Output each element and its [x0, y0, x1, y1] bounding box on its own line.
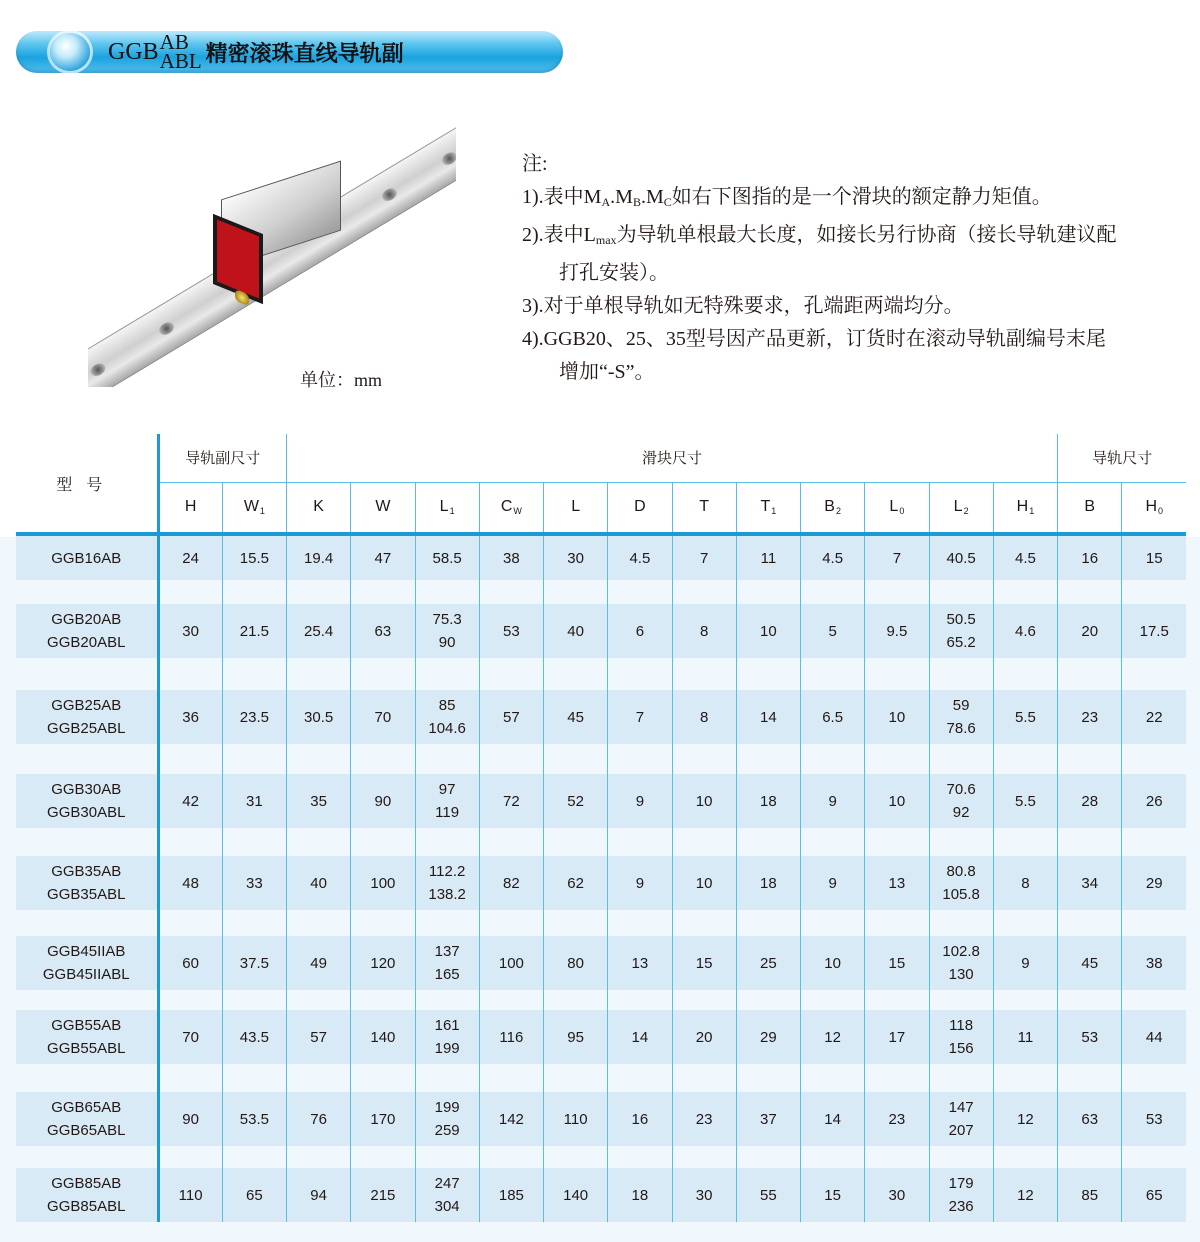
group-header-rail: 导轨尺寸 — [1058, 434, 1187, 482]
row-spacer — [16, 580, 1186, 604]
notes-heading: 注: — [522, 153, 548, 175]
model-cell: GGB20AB GGB20ABL — [16, 604, 158, 658]
title-banner — [16, 31, 563, 73]
value-cell-l: 140 — [544, 1168, 608, 1222]
value-cell-h0: 29 — [1122, 856, 1186, 910]
column-header: T — [672, 482, 736, 534]
value-cell-d: 18 — [608, 1168, 672, 1222]
value-cell-l0: 30 — [865, 1168, 929, 1222]
value-cell-d: 4.5 — [608, 534, 672, 580]
value-cell-l0: 15 — [865, 936, 929, 990]
value-cell-w1: 65 — [222, 1168, 286, 1222]
value-cell-t1: 25 — [736, 936, 800, 990]
value-cell-l2: 80.8 105.8 — [929, 856, 993, 910]
value-cell-l1: 137 165 — [415, 936, 479, 990]
value-cell-h1: 4.6 — [993, 604, 1057, 658]
title-variant-abl: ABL — [159, 49, 202, 73]
value-cell-k: 35 — [287, 774, 351, 828]
value-cell-t1: 18 — [736, 856, 800, 910]
value-cell-cw: 185 — [479, 1168, 543, 1222]
value-cell-w: 90 — [351, 774, 415, 828]
value-cell-b2: 6.5 — [801, 690, 865, 744]
value-cell-w1: 31 — [222, 774, 286, 828]
row-spacer — [16, 828, 1186, 856]
note-1-text: 表中$M_A.M_B.M_C$如右下图指的是一个滑块的额定静力矩值。 — [543, 186, 1052, 209]
value-cell-w1: 33 — [222, 856, 286, 910]
group-header-block: 滑块尺寸 — [287, 434, 1058, 482]
value-cell-b: 28 — [1058, 774, 1122, 828]
value-cell-k: 94 — [287, 1168, 351, 1222]
value-cell-b: 16 — [1058, 534, 1122, 580]
value-cell-cw: 116 — [479, 1010, 543, 1064]
value-cell-l2: 40.5 — [929, 534, 993, 580]
value-cell-b: 20 — [1058, 604, 1122, 658]
note-2-text: 表中$L_{max}$为导轨单根最大长度，如接长另行协商（接长导轨建议配 — [543, 224, 1117, 247]
value-cell-l1: 161 199 — [415, 1010, 479, 1064]
value-cell-b: 23 — [1058, 690, 1122, 744]
value-cell-t: 15 — [672, 936, 736, 990]
value-cell-h: 90 — [158, 1092, 222, 1146]
value-cell-b2: 9 — [801, 856, 865, 910]
rail-hole-icon — [157, 320, 176, 338]
header-group-row — [16, 434, 1186, 482]
value-cell-w1: 37.5 — [222, 936, 286, 990]
value-cell-l0: 10 — [865, 690, 929, 744]
table-row — [16, 856, 1186, 910]
row-spacer — [16, 744, 1186, 774]
value-cell-t1: 29 — [736, 1010, 800, 1064]
value-cell-w1: 23.5 — [222, 690, 286, 744]
value-cell-t: 7 — [672, 534, 736, 580]
model-cell: GGB45IIAB GGB45IIABL — [16, 936, 158, 990]
value-cell-l0: 9.5 — [865, 604, 929, 658]
value-cell-h: 36 — [158, 690, 222, 744]
value-cell-b: 53 — [1058, 1010, 1122, 1064]
column-header: D — [608, 482, 672, 534]
value-cell-k: 49 — [287, 936, 351, 990]
column-header: CW — [479, 482, 543, 534]
value-cell-h1: 12 — [993, 1092, 1057, 1146]
column-header: L0 — [865, 482, 929, 534]
note-1: 1). 表中$M_A.M_B.M_C$如右下图指的是一个滑块的额定静力矩值。 — [522, 181, 1182, 219]
column-header: L — [544, 482, 608, 534]
value-cell-h: 30 — [158, 604, 222, 658]
value-cell-l2: 102.8 130 — [929, 936, 993, 990]
value-cell-h1: 5.5 — [993, 774, 1057, 828]
table-row — [16, 690, 1186, 744]
value-cell-l1: 75.3 90 — [415, 604, 479, 658]
value-cell-d: 6 — [608, 604, 672, 658]
rail-hole-icon — [88, 361, 107, 379]
column-header: H0 — [1122, 482, 1186, 534]
value-cell-k: 25.4 — [287, 604, 351, 658]
title-prefix: GGB — [108, 38, 159, 65]
value-cell-t: 23 — [672, 1092, 736, 1146]
value-cell-w1: 43.5 — [222, 1010, 286, 1064]
model-cell: GGB65AB GGB65ABL — [16, 1092, 158, 1146]
value-cell-h1: 5.5 — [993, 690, 1057, 744]
value-cell-t1: 11 — [736, 534, 800, 580]
value-cell-t1: 18 — [736, 774, 800, 828]
table-row — [16, 534, 1186, 580]
value-cell-b2: 9 — [801, 774, 865, 828]
note-2: 2). 表中$L_{max}$为导轨单根最大长度，如接长另行协商（接长导轨建议配 — [522, 219, 1182, 257]
value-cell-w: 70 — [351, 690, 415, 744]
value-cell-h0: 22 — [1122, 690, 1186, 744]
value-cell-b: 63 — [1058, 1092, 1122, 1146]
value-cell-k: 76 — [287, 1092, 351, 1146]
value-cell-b2: 5 — [801, 604, 865, 658]
value-cell-w: 170 — [351, 1092, 415, 1146]
value-cell-t: 8 — [672, 690, 736, 744]
value-cell-cw: 38 — [479, 534, 543, 580]
value-cell-b2: 14 — [801, 1092, 865, 1146]
value-cell-cw: 100 — [479, 936, 543, 990]
value-cell-l: 30 — [544, 534, 608, 580]
value-cell-b: 34 — [1058, 856, 1122, 910]
product-image — [88, 112, 456, 387]
spec-table-body — [16, 534, 1186, 1222]
value-cell-d: 14 — [608, 1010, 672, 1064]
value-cell-l2: 50.5 65.2 — [929, 604, 993, 658]
value-cell-t1: 37 — [736, 1092, 800, 1146]
value-cell-l0: 13 — [865, 856, 929, 910]
column-header: W — [351, 482, 415, 534]
row-spacer — [16, 1064, 1186, 1092]
value-cell-l: 95 — [544, 1010, 608, 1064]
value-cell-t: 8 — [672, 604, 736, 658]
column-header: L2 — [929, 482, 993, 534]
value-cell-l0: 23 — [865, 1092, 929, 1146]
value-cell-l0: 10 — [865, 774, 929, 828]
column-header: B — [1058, 482, 1122, 534]
value-cell-k: 30.5 — [287, 690, 351, 744]
value-cell-t: 10 — [672, 856, 736, 910]
unit-label: 单位：mm — [300, 370, 383, 390]
value-cell-l1: 112.2 138.2 — [415, 856, 479, 910]
rail-hole-icon — [440, 150, 456, 168]
note-4-text: GGB20、25、35型号因产品更新，订货时在滚动导轨副编号末尾 — [543, 328, 1106, 350]
value-cell-b: 45 — [1058, 936, 1122, 990]
value-cell-d: 9 — [608, 774, 672, 828]
value-cell-b2: 15 — [801, 1168, 865, 1222]
row-spacer — [16, 990, 1186, 1010]
value-cell-l1: 58.5 — [415, 534, 479, 580]
value-cell-l: 52 — [544, 774, 608, 828]
value-cell-t: 10 — [672, 774, 736, 828]
model-cell: GGB85AB GGB85ABL — [16, 1168, 158, 1222]
value-cell-w1: 53.5 — [222, 1092, 286, 1146]
value-cell-l2: 118 156 — [929, 1010, 993, 1064]
value-cell-l1: 85 104.6 — [415, 690, 479, 744]
table-row — [16, 604, 1186, 658]
value-cell-l: 80 — [544, 936, 608, 990]
model-cell: GGB55AB GGB55ABL — [16, 1010, 158, 1064]
value-cell-t1: 14 — [736, 690, 800, 744]
value-cell-h0: 15 — [1122, 534, 1186, 580]
table-row — [16, 1010, 1186, 1064]
note-4-continued: 增加“-S”。 — [559, 361, 655, 383]
page-title — [108, 31, 404, 73]
value-cell-h0: 65 — [1122, 1168, 1186, 1222]
title-variant-stack — [159, 30, 202, 73]
value-cell-l0: 7 — [865, 534, 929, 580]
value-cell-d: 7 — [608, 690, 672, 744]
value-cell-cw: 57 — [479, 690, 543, 744]
column-header: W1 — [222, 482, 286, 534]
value-cell-l: 110 — [544, 1092, 608, 1146]
value-cell-h: 60 — [158, 936, 222, 990]
column-header: H1 — [993, 482, 1057, 534]
value-cell-h1: 12 — [993, 1168, 1057, 1222]
table-row — [16, 774, 1186, 828]
value-cell-l0: 17 — [865, 1010, 929, 1064]
value-cell-b2: 12 — [801, 1010, 865, 1064]
value-cell-h0: 26 — [1122, 774, 1186, 828]
value-cell-h0: 44 — [1122, 1010, 1186, 1064]
value-cell-h: 70 — [158, 1010, 222, 1064]
model-cell: GGB35AB GGB35ABL — [16, 856, 158, 910]
column-header-row — [16, 482, 1186, 534]
row-spacer — [16, 1146, 1186, 1168]
value-cell-h1: 8 — [993, 856, 1057, 910]
spec-table — [16, 434, 1186, 1222]
value-cell-w: 140 — [351, 1010, 415, 1064]
value-cell-h: 24 — [158, 534, 222, 580]
column-header: K — [287, 482, 351, 534]
column-header: H — [158, 482, 222, 534]
note-2-continued: 打孔安装）。 — [559, 262, 669, 284]
table-row — [16, 1092, 1186, 1146]
title-chinese: 精密滚珠直线导轨副 — [205, 41, 404, 67]
value-cell-h0: 53 — [1122, 1092, 1186, 1146]
value-cell-h0: 17.5 — [1122, 604, 1186, 658]
model-header: 型号 — [16, 434, 158, 534]
value-cell-l2: 70.6 92 — [929, 774, 993, 828]
model-cell: GGB25AB GGB25ABL — [16, 690, 158, 744]
table-row — [16, 1168, 1186, 1222]
value-cell-h: 42 — [158, 774, 222, 828]
value-cell-t1: 55 — [736, 1168, 800, 1222]
value-cell-h: 48 — [158, 856, 222, 910]
value-cell-l2: 147 207 — [929, 1092, 993, 1146]
value-cell-b: 85 — [1058, 1168, 1122, 1222]
value-cell-l2: 59 78.6 — [929, 690, 993, 744]
value-cell-h: 110 — [158, 1168, 222, 1222]
value-cell-b2: 4.5 — [801, 534, 865, 580]
note-4: 4). GGB20、25、35型号因产品更新，订货时在滚动导轨副编号末尾 — [522, 323, 1182, 356]
value-cell-w: 215 — [351, 1168, 415, 1222]
note-3: 3). 对于单根导轨如无特殊要求，孔端距两端均分。 — [522, 290, 1182, 323]
column-header: T1 — [736, 482, 800, 534]
value-cell-t1: 10 — [736, 604, 800, 658]
value-cell-d: 9 — [608, 856, 672, 910]
value-cell-w: 63 — [351, 604, 415, 658]
model-cell: GGB30AB GGB30ABL — [16, 774, 158, 828]
value-cell-l2: 179 236 — [929, 1168, 993, 1222]
value-cell-d: 16 — [608, 1092, 672, 1146]
value-cell-cw: 142 — [479, 1092, 543, 1146]
value-cell-w1: 21.5 — [222, 604, 286, 658]
orb-icon — [50, 33, 90, 71]
value-cell-h1: 9 — [993, 936, 1057, 990]
value-cell-k: 57 — [287, 1010, 351, 1064]
column-header: L1 — [415, 482, 479, 534]
value-cell-l1: 97 119 — [415, 774, 479, 828]
row-spacer — [16, 658, 1186, 690]
value-cell-b2: 10 — [801, 936, 865, 990]
value-cell-h0: 38 — [1122, 936, 1186, 990]
value-cell-w: 47 — [351, 534, 415, 580]
slider-block — [213, 180, 353, 295]
value-cell-h1: 11 — [993, 1010, 1057, 1064]
value-cell-t: 30 — [672, 1168, 736, 1222]
value-cell-cw: 82 — [479, 856, 543, 910]
value-cell-d: 13 — [608, 936, 672, 990]
value-cell-w: 100 — [351, 856, 415, 910]
table-row — [16, 936, 1186, 990]
title-variant-ab: AB — [159, 30, 189, 54]
value-cell-l: 40 — [544, 604, 608, 658]
value-cell-cw: 72 — [479, 774, 543, 828]
value-cell-cw: 53 — [479, 604, 543, 658]
value-cell-k: 40 — [287, 856, 351, 910]
value-cell-l: 45 — [544, 690, 608, 744]
value-cell-l: 62 — [544, 856, 608, 910]
value-cell-k: 19.4 — [287, 534, 351, 580]
value-cell-w: 120 — [351, 936, 415, 990]
row-spacer — [16, 910, 1186, 936]
value-cell-t: 20 — [672, 1010, 736, 1064]
notes — [522, 148, 1182, 389]
column-header: B2 — [801, 482, 865, 534]
value-cell-l1: 247 304 — [415, 1168, 479, 1222]
note-3-text: 对于单根导轨如无特殊要求，孔端距两端均分。 — [543, 295, 964, 317]
value-cell-w1: 15.5 — [222, 534, 286, 580]
group-header-pair: 导轨副尺寸 — [158, 434, 287, 482]
rail-hole-icon — [380, 186, 399, 204]
spec-table-container — [16, 434, 1186, 1222]
value-cell-h1: 4.5 — [993, 534, 1057, 580]
model-cell: GGB16AB — [16, 534, 158, 580]
value-cell-l1: 199 259 — [415, 1092, 479, 1146]
